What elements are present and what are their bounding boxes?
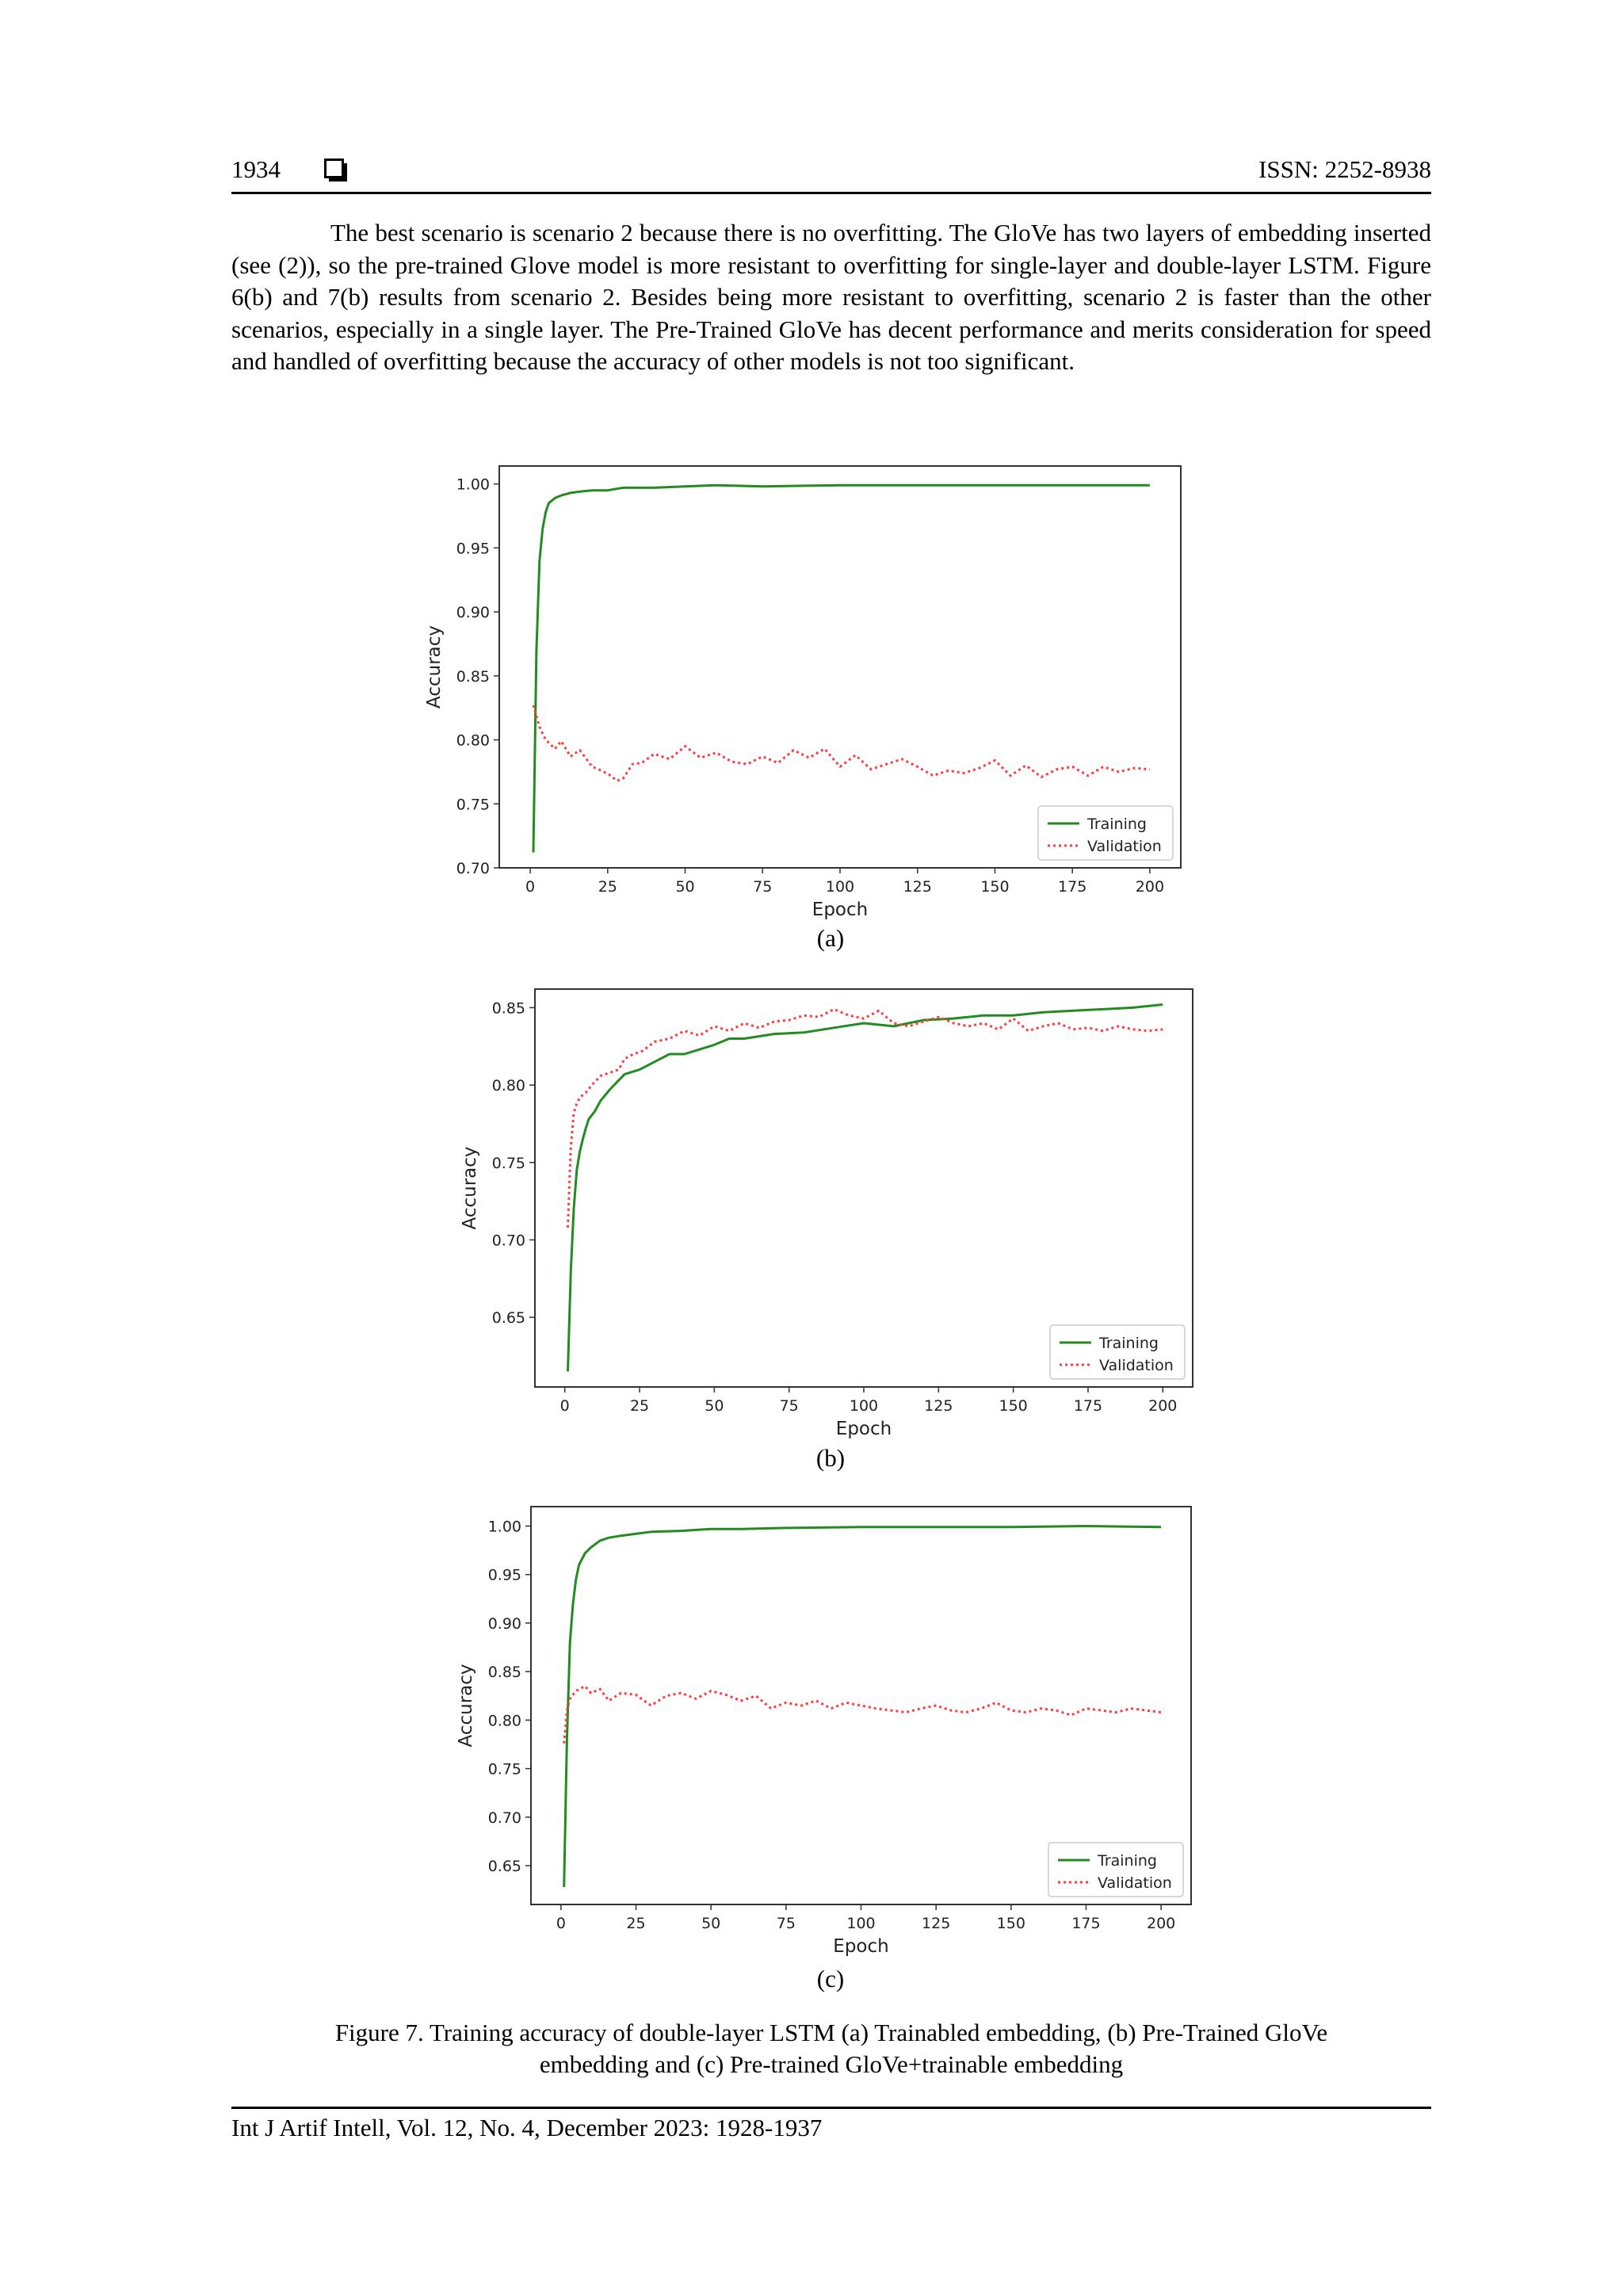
page-header	[231, 155, 1431, 187]
y-tick-label: 0.95	[456, 540, 490, 558]
caption-line-1: Figure 7. Training accuracy of double-layer LSTM (a) Trainabled embedding, (b) Pre-Trained GloVe	[334, 2019, 1328, 2046]
x-axis-label: Epoch	[833, 1936, 889, 1957]
y-tick-label: 0.90	[456, 604, 490, 622]
legend-label-training: Training	[1098, 1852, 1157, 1870]
y-tick-label: 0.75	[487, 1760, 521, 1778]
footer-citation: Int J Artif Intell, Vol. 12, No. 4, December 2023: 1928-1937	[231, 2114, 823, 2141]
y-tick-label: 0.80	[487, 1712, 521, 1730]
legend-label-validation: Validation	[1099, 1357, 1174, 1374]
sublabel-b: (b)	[815, 1444, 846, 1472]
legend-label-training: Training	[1087, 816, 1147, 833]
x-tick-label: 100	[825, 878, 855, 896]
x-tick-label: 175	[1058, 878, 1087, 896]
x-tick-label: 150	[996, 1915, 1025, 1932]
y-tick-label: 0.70	[456, 860, 490, 877]
y-tick-label: 0.90	[487, 1614, 521, 1633]
y-tick-label: 0.65	[487, 1858, 521, 1876]
y-tick-label: 0.85	[456, 667, 490, 686]
y-tick-label: 0.75	[491, 1154, 525, 1172]
y-tick-label: 0.75	[456, 796, 490, 814]
y-axis-label: Accuracy	[460, 1146, 480, 1230]
y-tick-label: 0.85	[487, 1664, 521, 1682]
square-bullet-icon	[324, 159, 344, 178]
x-tick-label: 50	[701, 1915, 721, 1932]
y-tick-label: 1.00	[487, 1518, 521, 1536]
figure-caption	[231, 2017, 1431, 2080]
x-tick-label: 125	[924, 1397, 953, 1415]
legend-label-validation: Validation	[1087, 838, 1162, 855]
x-axis-label: Epoch	[835, 1419, 892, 1439]
y-tick-label: 0.95	[487, 1566, 521, 1584]
x-tick-label: 125	[922, 1915, 951, 1932]
x-tick-label: 75	[779, 1397, 799, 1415]
footer-rule	[231, 2107, 1431, 2109]
chart-a-svg	[424, 460, 1209, 935]
sublabel-c: (c)	[816, 1965, 845, 1992]
y-axis-label: Accuracy	[424, 625, 445, 709]
issn-label: ISSN: 2252-8938	[1258, 155, 1431, 183]
legend-label-training: Training	[1099, 1335, 1159, 1352]
sublabel-a: (a)	[816, 924, 845, 952]
x-tick-label: 200	[1135, 878, 1165, 896]
caption-line-2: embedding and (c) Pre-trained GloVe+trainable embedding	[539, 2050, 1124, 2078]
x-tick-label: 200	[1147, 1915, 1176, 1932]
y-tick-label: 0.70	[487, 1809, 521, 1827]
x-tick-label: 25	[598, 878, 617, 896]
y-tick-label: 0.80	[491, 1077, 525, 1095]
chart-a	[424, 460, 1209, 935]
x-tick-label: 75	[753, 878, 773, 896]
header-rule	[231, 192, 1431, 194]
chart-b	[448, 983, 1209, 1458]
x-tick-label: 175	[1073, 1397, 1103, 1415]
chart-b-svg	[448, 983, 1209, 1458]
x-tick-label: 50	[675, 878, 695, 896]
x-tick-label: 125	[903, 878, 932, 896]
x-tick-label: 175	[1071, 1915, 1101, 1932]
chart-c	[448, 1500, 1209, 1976]
x-tick-label: 25	[629, 1397, 650, 1415]
x-tick-label: 150	[999, 1397, 1028, 1415]
y-tick-label: 0.85	[491, 999, 525, 1018]
x-tick-label: 25	[626, 1915, 646, 1932]
chart-c-svg	[448, 1500, 1209, 1976]
x-tick-label: 75	[776, 1915, 796, 1932]
y-tick-label: 0.65	[491, 1309, 525, 1328]
x-tick-label: 100	[849, 1397, 879, 1415]
x-axis-label: Epoch	[812, 900, 869, 920]
x-tick-label: 0	[525, 878, 536, 896]
x-tick-label: 50	[705, 1397, 724, 1415]
page-number: 1934	[231, 155, 281, 183]
y-tick-label: 1.00	[456, 476, 490, 494]
x-tick-label: 100	[846, 1915, 876, 1932]
x-tick-label: 0	[556, 1915, 566, 1932]
y-axis-label: Accuracy	[456, 1664, 476, 1748]
x-tick-label: 0	[559, 1397, 570, 1415]
y-tick-label: 0.80	[456, 732, 490, 750]
body-paragraph: The best scenario is scenario 2 because there is no overfitting. The GloVe has two layers of embedding inserted (see (2)), so the pre-trained Glove model is more resistant to overfitting for single-layer and double-layer LSTM. Figure 6(b) and 7(b) results from scenario 2. Besides being more resistant to overfitting, scenario 2 is faster than the other scenarios, especially in a single layer. The Pre-Trained GloVe has decent performance and merits consideration for speed and handled of overfitting because the accuracy of other models is not too significant.	[231, 219, 1431, 375]
legend-label-validation: Validation	[1098, 1874, 1172, 1892]
x-tick-label: 150	[980, 878, 1010, 896]
y-tick-label: 0.70	[491, 1232, 525, 1250]
x-tick-label: 200	[1148, 1397, 1178, 1415]
